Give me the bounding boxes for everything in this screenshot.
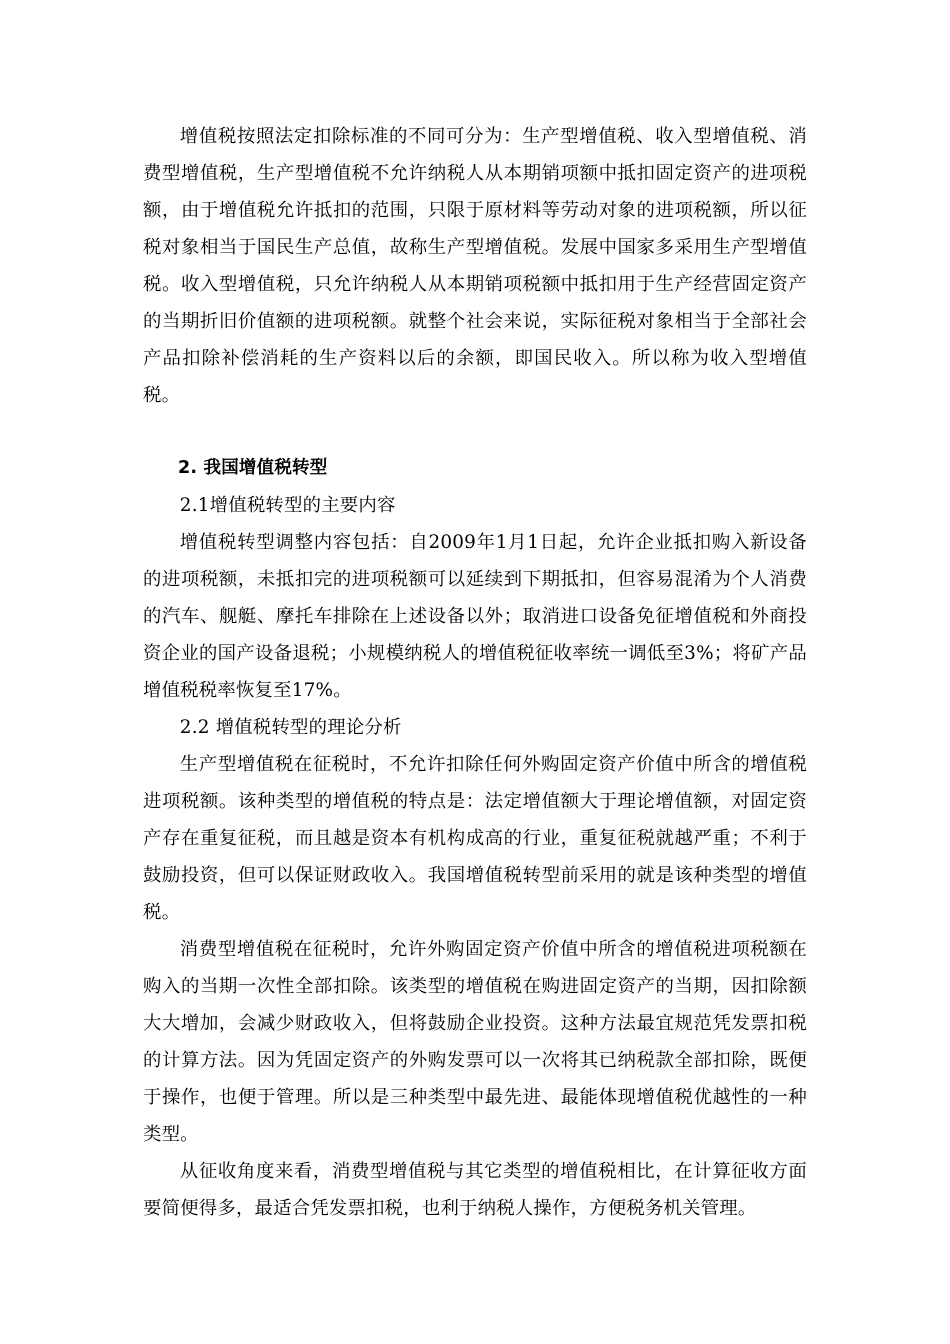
paragraph-vat-types: 增值税按照法定扣除标准的不同可分为：生产型增值税、收入型增值税、消费型增值税，生产型增值税不允许纳税人从本期销项额中抵扣固定资产的进项税额，由于增值税允许抵扣的范围，只限于原材料等劳动对象的进项税额，所以征税对象相当于国民生产总值，故称生产型增值税。发展中国家多采用生产型增值税。收入型增值税，只允许纳税人从本期销项税额中抵扣用于生产经营固定资产的当期折旧价值额的进项税额。就整个社会来说，实际征税对象相当于全部社会产品扣除补偿消耗的生产资料以后的余额，即国民收入。所以称为收入型增值税。 [143,126,807,406]
section-heading-vat-transformation: 2. 我国增值税转型 [178,458,328,478]
subsection-heading-theory-analysis: 2.2 增值税转型的理论分析 [179,717,402,738]
paragraph-collection-perspective: 从征收角度来看，消费型增值税与其它类型的增值税相比，在计算征收方面要简便得多，最适合凭发票扣税，也利于纳税人操作，方便税务机关管理。 [143,1161,807,1219]
paragraph-spacer [143,414,807,450]
subsection-heading-main-content: 2.1增值税转型的主要内容 [179,495,396,516]
document-body [143,118,807,1227]
paragraph-transformation-content: 增值税转型调整内容包括：自2009年1月1日起，允许企业抵扣购入新设备的进项税额，未抵扣完的进项税额可以延续到下期抵扣，但容易混淆为个人消费的汽车、舰艇、摩托车排除在上述设备以外；取消进口设备免征增值税和外商投资企业的国产设备退税；小规模纳税人的增值税征收率统一调低至3%；将矿产品增值税税率恢复至17%。 [143,532,807,701]
paragraph-consumption-type: 消费型增值税在征税时，允许外购固定资产价值中所含的增值税进项税额在购入的当期一次性全部扣除。该类型的增值税在购进固定资产的当期，因扣除额大大增加，会减少财政收入，但将鼓励企业投资。这种方法最宜规范凭发票扣税的计算方法。因为凭固定资产的外购发票可以一次将其已纳税款全部扣除，既便于操作，也便于管理。所以是三种类型中最先进、最能体现增值税优越性的一种类型。 [143,939,807,1145]
paragraph-production-type: 生产型增值税在征税时，不允许扣除任何外购固定资产价值中所含的增值税进项税额。该种类型的增值税的特点是：法定增值额大于理论增值额，对固定资产存在重复征税，而且越是资本有机构成高的行业，重复征税就越严重；不利于鼓励投资，但可以保证财政收入。我国增值税转型前采用的就是该种类型的增值税。 [143,754,807,923]
